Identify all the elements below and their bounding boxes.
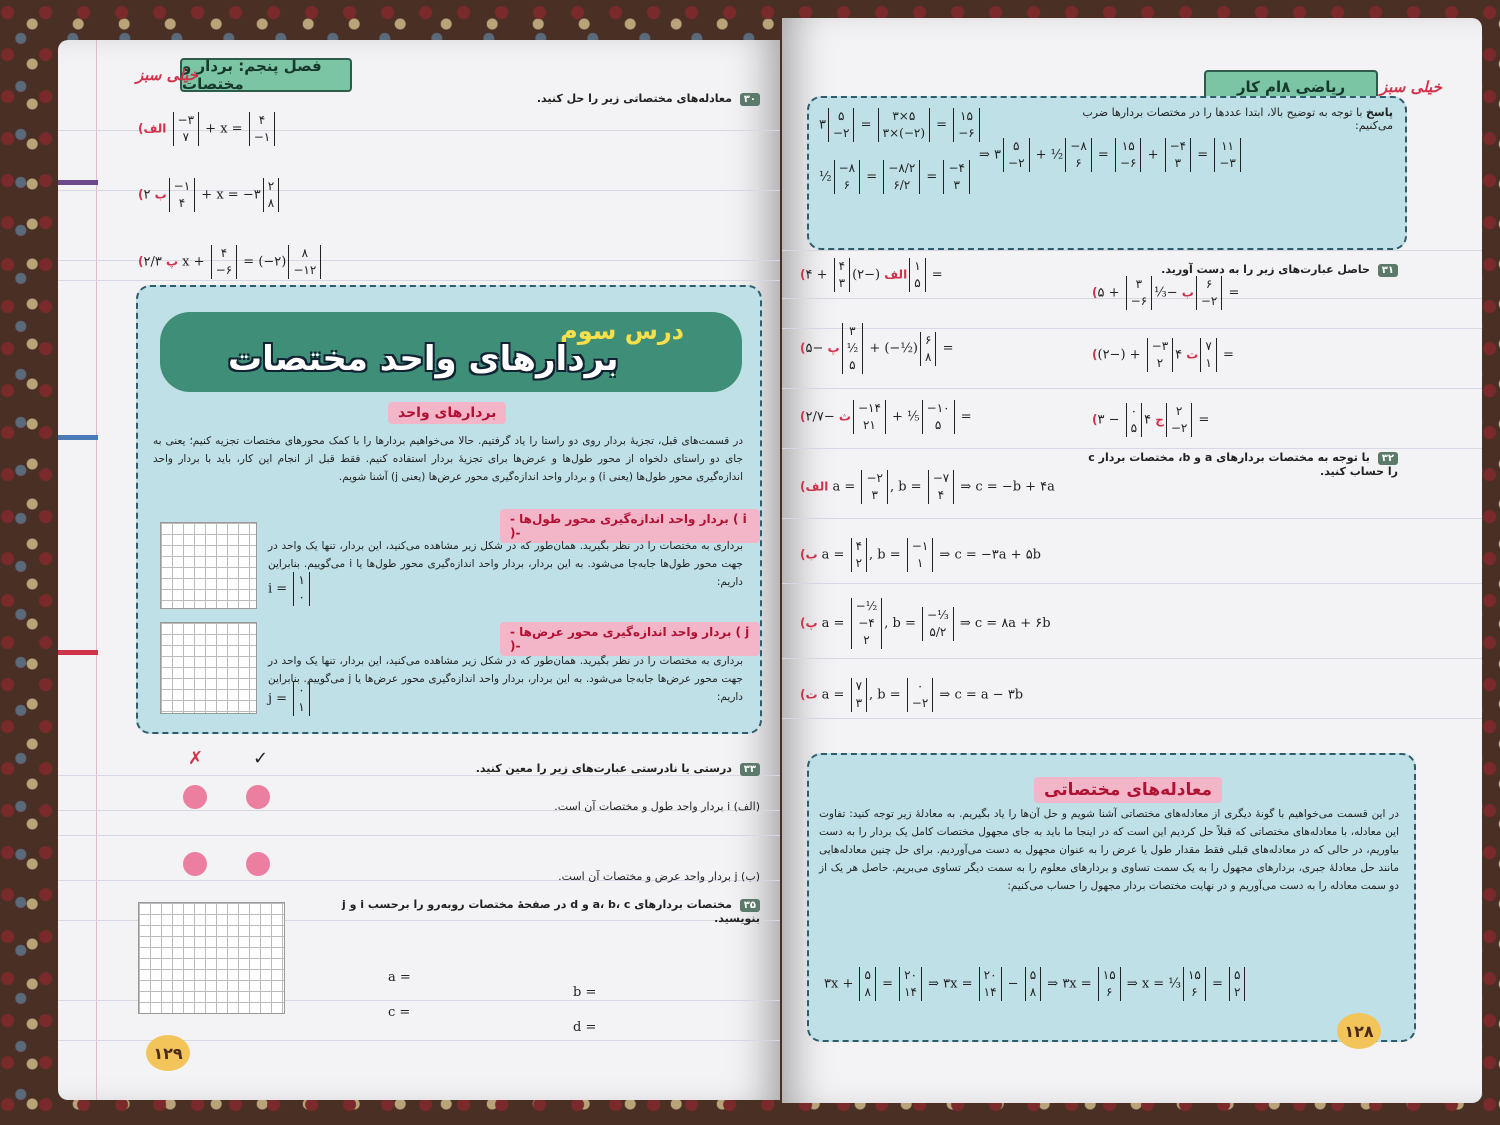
page-number: ۱۲۸ (1337, 1013, 1381, 1049)
j-vector-text: برداری به مختصات را در نظر بگیرید. همان‌طور که در شکل زیر مشاهده می‌کنید، این بردار، تنها یک واحد در جهت محور عرض‌ها جابه‌جا می‌شود. به این بردار، بردار واحد اندازه‌گیری محور عرض‌ها یا j می‌گوییم. بنابراین داریم: (268, 655, 743, 703)
brand-logo: خیلی سبز (136, 66, 198, 84)
q35-d-answer: d = (573, 1020, 597, 1035)
q31-a: (الف (−۲)۴ ۳ + ۴۱ ۵ = (800, 259, 943, 290)
i-vector-heading: - بردار واحد اندازه‌گیری محور طول‌ها ( i )- (500, 509, 760, 543)
q33-a: (الف) i بردار واحد طول و مختصات آن است. (554, 800, 760, 813)
brand-logo: خیلی سبز (1380, 78, 1442, 96)
lesson-title: بردارهای واحد مختصات (228, 339, 619, 379)
margin-line (96, 40, 97, 1100)
answer-text: پاسخ با توجه به توضیح بالا، ابتدا عددها را در مختصات بردارها ضرب می‌کنیم: (1082, 106, 1393, 132)
q31-e: (ث −۲/۷−۱۴ ۲۱ + ⅕−۱۰ ۵ = (800, 401, 972, 432)
side-tab (58, 650, 98, 655)
q32-a: (الف a = −۲ ۳, b = −۷ ۴ ⇒ c = −b + ۴a (800, 471, 1055, 502)
true-option-a[interactable] (246, 785, 270, 809)
lesson-panel (136, 285, 762, 734)
true-option-b[interactable] (246, 852, 270, 876)
q30-text: ۳۰ معادله‌های مختصاتی زیر را حل کنید. (360, 92, 760, 106)
book-title-header: ریاضی ۸ام کار (1204, 70, 1378, 104)
answer-matrix-left: ۳۵ −۲ = ۳×۵ ۳×(−۲) = ۱۵ −۶ (819, 108, 982, 142)
q30-b-equation: (ب ۲−۱ ۴ + x = −۳۲ ۸ (138, 178, 281, 212)
j-vector-heading: - بردار واحد اندازه‌گیری محور عرض‌ها ( j )- (500, 622, 760, 656)
answer-panel (807, 96, 1407, 250)
lesson-intro: در قسمت‌های قبل، تجزیهٔ بردار روی دو راستا را یاد گرفتیم. حالا می‌خواهیم بردارها را با کمک محورهای مختصات تجزیه کنیم؛ یعنی به جای دو راستای دلخواه از محور طول‌ها و عرض‌ها برای تجزیهٔ بردار استفاده کنیم. فقط قبل از انجام این کار، باید با بردار واحد اندازه‌گیری محور طول‌ها (یعنی i) و بردار واحد اندازه‌گیری محور عرض‌ها (یعنی j) آشنا شویم. (153, 435, 743, 483)
equations-example: ۳x + ۵ ۸ = ۲۰ ۱۴ ⇒ ۳x = ۲۰ ۱۴ − ۵ ۸ ⇒ ۳x = ۱۵ ۶ ⇒ x = ⅓۱۵ ۶ = ۵ ۲ (824, 967, 1247, 1001)
check-mark-icon: ✓ (253, 748, 269, 769)
equations-panel (807, 753, 1416, 1042)
answer-result: ⇒ ۳۵ −۲ + ½−۸ ۶ = ۱۵ −۶ + −۴ ۳ = ۱۱ −۳ (979, 138, 1243, 172)
q32-text: ۳۲ با توجه به مختصات بردارهای a و b، مختصات بردار c را حساب کنید. (1088, 451, 1398, 478)
chapter-header: فصل پنجم: بردار و مختصات (180, 58, 352, 92)
q35-c-answer: c = (388, 1005, 411, 1020)
q32-d: (ت a = ۷ ۳, b = ۰ −۲ ⇒ c = a − ۳b (800, 679, 1024, 710)
q35-coordinate-grid (138, 902, 285, 1014)
i-vector-grid (160, 522, 257, 609)
answer-matrix-left2: ½−۸ ۶ = −۸/۲ ۶/۲ = −۴ ۳ (819, 160, 972, 194)
equations-title: معادله‌های مختصاتی (1034, 777, 1222, 803)
q30-c-equation: (پ ۲/۳ x + ۴ −۶ = (−۲)۸ −۱۲ (138, 245, 323, 279)
q35-b-answer: b = (573, 985, 597, 1000)
q31-d: (ت ۴−۳ ۲ + (−۲)۷ ۱ = (1092, 339, 1234, 370)
cross-mark-icon: ✗ (188, 748, 204, 769)
q33-b: (ب) j بردار واحد عرض و مختصات آن است. (558, 870, 760, 883)
equations-text: در این قسمت می‌خواهیم با گونهٔ دیگری از معادله‌های مختصاتی آشنا شویم و حل آن‌ها را یاد بگیریم. به معادلهٔ زیر توجه کنید: تفاوت این معادله، با معادله‌های مختصاتی که قبلاً حل کردیم این است که در اینجا ما باید به جای مجهول مختصات کامل یک بردار را به دست بیاوریم، در حالی که در معادله‌های قبلی فقط مقدار طول یا عرض را به عنوان مجهول به دست می‌آوردیم. برای حل چنین معادله‌هایی مانند حل معادلهٔ جبری، بردارهای مجهول را به یک سمت تساوی و بردارهای معلوم را به سمت دیگر تساوی می‌بریم. حاصل هر یک از دو سمت معادله را به دست می‌آوریم و در نهایت مختصات بردار مجهول را حساب می‌کنیم: (819, 808, 1399, 892)
unit-vectors-subtitle: بردارهای واحد (388, 402, 506, 424)
j-vector-grid (160, 622, 257, 714)
q31-text: ۳۱ حاصل عبارت‌های زیر را به دست آورید. (1098, 263, 1398, 277)
side-tab (58, 435, 98, 440)
left-page (58, 40, 780, 1100)
q35-a-answer: a = (388, 970, 411, 985)
q30-a-equation: (الف −۳ ۷ + x = ۴ −۱ (138, 112, 277, 146)
q30-number: ۳۰ (740, 93, 760, 106)
false-option-a[interactable] (183, 785, 207, 809)
page-number: ۱۲۹ (146, 1035, 190, 1071)
j-vector-equation: j = ۰ ۱ (268, 682, 312, 716)
i-vector-text: برداری به مختصات را در نظر بگیرید. همان‌طور که در شکل زیر مشاهده می‌کنید، این بردار، تنها یک واحد در جهت محور طول‌ها جابه‌جا می‌شود. به این بردار، بردار واحد اندازه‌گیری محور طول‌ها یا i می‌گوییم. بنابراین داریم: (268, 540, 743, 588)
side-tab (58, 180, 98, 185)
q32-b: (ب a = ۴ ۲, b = −۱ ۱ ⇒ c = −۳a + ۵b (800, 539, 1041, 570)
lesson-number: درس سوم (560, 317, 684, 345)
i-vector-equation: i = ۱ ۰ (268, 572, 312, 606)
q35-text: ۳۵ مختصات بردارهای a، b، c و d در صفحهٔ مختصات روبه‌رو را برحسب i و j بنویسید. (342, 898, 760, 925)
right-page (782, 18, 1482, 1103)
q31-b: (ب −⅓۳ −۶ + ۵۶ −۲ = (1092, 277, 1240, 308)
q31-c: (پ −۵۳ ½ ۵ + (−½)۶ ۸ = (800, 324, 954, 372)
false-option-b[interactable] (183, 852, 207, 876)
q33-text: ۳۳ درستی یا نادرستی عبارت‌های زیر را معین کنید. (340, 762, 760, 776)
q32-c: (پ a = −½ −۴ ۲, b = −⅓ ۵/۲ ⇒ c = ۸a + ۶b (800, 599, 1051, 647)
q31-f: (ج ۴۰ ۵ − ۳۲ −۲ = (1092, 404, 1210, 435)
